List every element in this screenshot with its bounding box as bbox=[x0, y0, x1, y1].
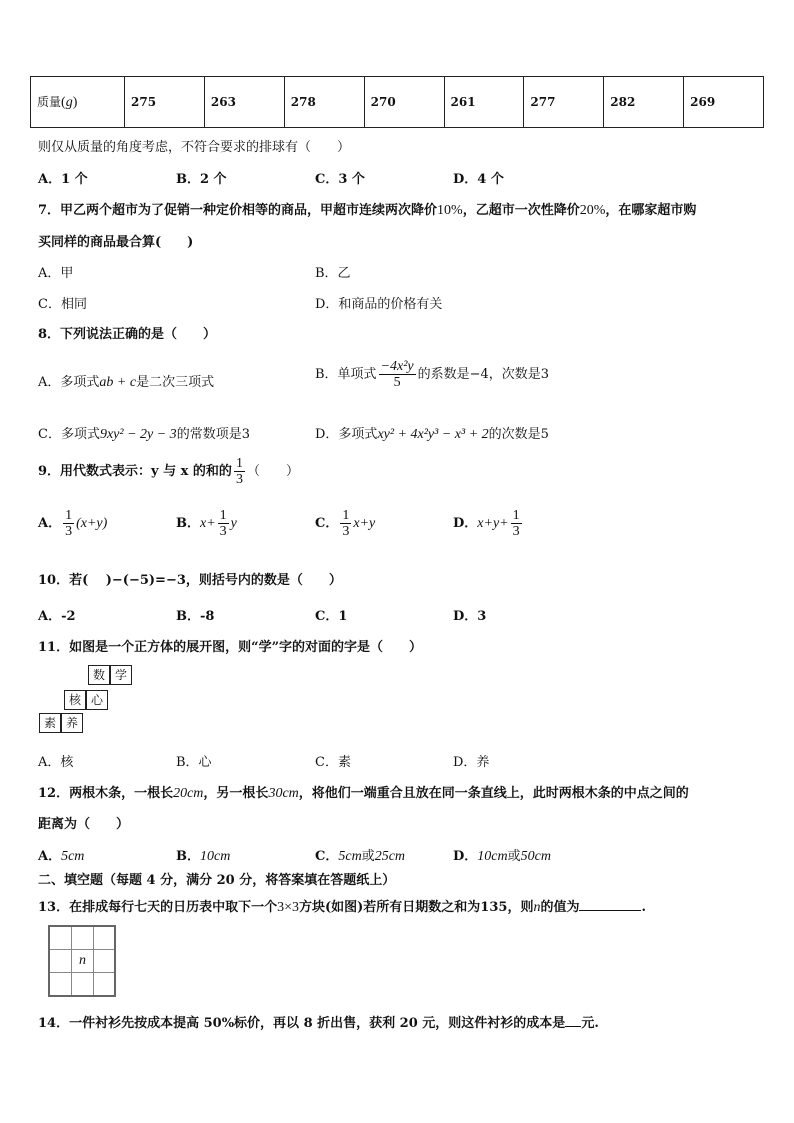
q8-d-text: 的次数是5 bbox=[488, 427, 549, 442]
q11-option-c: C．素 bbox=[315, 755, 351, 770]
q12-c-label: C． bbox=[315, 849, 339, 864]
q11-option-d: D．养 bbox=[453, 755, 490, 770]
q7-text: ，在哪家超市购 bbox=[605, 203, 697, 218]
q7-pct2: 20% bbox=[579, 203, 606, 218]
section-heading: 二、填空题（每题 4 分，满分 20 分，将答案填在答题纸上） bbox=[38, 873, 396, 888]
q9-a-num: 1 bbox=[65, 508, 73, 523]
q6-option-b: B．2 个 bbox=[176, 172, 227, 187]
q9-c-num: 1 bbox=[342, 508, 350, 523]
table-cell: 270 bbox=[364, 77, 444, 128]
q11-stem: 11．如图是一个正方体的展开图，则“学”字的对面的字是（ ） bbox=[38, 640, 423, 655]
q13-text: 方块(如图)若所有日期数之和为135，则 bbox=[299, 900, 534, 915]
net-cell: 学 bbox=[110, 665, 132, 685]
net-cell: 心 bbox=[86, 690, 108, 710]
q9-d-label: D． bbox=[453, 516, 478, 531]
q6-option-a: A．1 个 bbox=[38, 172, 88, 187]
q12-len1: 20cm bbox=[173, 786, 204, 801]
q7-option-b: B．乙 bbox=[315, 266, 351, 281]
q8-b-text: 的系数是−4，次数是3 bbox=[417, 367, 550, 382]
q9-b-expr: x+ bbox=[200, 516, 216, 531]
q12-d-or: 或 bbox=[507, 849, 521, 864]
net-cell: 核 bbox=[64, 690, 86, 710]
q9-text: 9．用代数式表示：y 与 x 的和的 bbox=[38, 464, 232, 479]
table-header-cell: 质量(g) bbox=[31, 77, 125, 128]
table-header-label: 质量 bbox=[37, 95, 62, 109]
q8-a-expr: ab + c bbox=[99, 375, 137, 390]
q10-option-c: C．1 bbox=[315, 609, 348, 624]
q12-option-a bbox=[38, 845, 84, 865]
q12-c-value1: 5cm bbox=[338, 849, 362, 864]
q12-len2: 30cm bbox=[268, 786, 299, 801]
q12-option-d bbox=[453, 845, 551, 865]
q9-c-label: C． bbox=[315, 516, 339, 531]
q8-option-b bbox=[315, 359, 549, 390]
q12-text: 12．两根木条，一根长 bbox=[38, 786, 174, 801]
q9-a-label: A． bbox=[38, 516, 62, 531]
q12-a-label: A． bbox=[38, 849, 62, 864]
q8-stem: 8．下列说法正确的是（ ） bbox=[38, 327, 217, 342]
q9-option-d bbox=[453, 508, 524, 539]
q9-stem bbox=[38, 456, 299, 487]
table-cell: 275 bbox=[125, 77, 205, 128]
q8-c-label: C．多项式 bbox=[38, 427, 100, 442]
q8-b-denominator: 5 bbox=[393, 375, 401, 390]
q9-b-var: y bbox=[230, 516, 237, 531]
table-row bbox=[31, 77, 764, 128]
q8-option-d bbox=[315, 423, 549, 443]
q12-b-value: 10cm bbox=[200, 849, 231, 864]
q12-text: ，另一根长 bbox=[203, 786, 269, 801]
calendar-grid bbox=[48, 925, 116, 997]
q9-b-label: B． bbox=[176, 516, 200, 531]
q9-option-a bbox=[38, 508, 107, 539]
q10-option-b: B．-8 bbox=[176, 609, 215, 624]
answer-blank[interactable] bbox=[579, 910, 641, 911]
q13-stem bbox=[38, 896, 646, 916]
table-unit: g bbox=[65, 95, 73, 110]
q9-d-expr: x+y+ bbox=[477, 516, 509, 531]
q6-option-c: C．3 个 bbox=[315, 172, 365, 187]
q8-d-expr: xy² + 4x²y³ − x³ + 2 bbox=[377, 427, 489, 442]
q6-stem: 则仅从质量的角度考虑，不符合要求的排球有（ ） bbox=[38, 140, 351, 155]
q9-paren: （ ） bbox=[246, 464, 299, 479]
q9-frac-num: 1 bbox=[235, 456, 243, 471]
q8-c-expr: 9xy² − 2y − 3 bbox=[99, 427, 177, 442]
q9-option-b bbox=[176, 508, 237, 539]
q9-frac-den: 3 bbox=[235, 472, 243, 487]
q8-b-label: B．单项式 bbox=[315, 367, 377, 382]
q13-text: 的值为 bbox=[540, 900, 580, 915]
q13-grid-size: 3×3 bbox=[277, 900, 299, 915]
q13-tail: . bbox=[641, 900, 646, 915]
q12-line1 bbox=[38, 782, 689, 802]
q7-text: 7．甲乙两个超市为了促销一种定价相等的商品，甲超市连续两次降价 bbox=[38, 203, 438, 218]
q12-text: ，将他们一端重合且放在同一条直线上，此时两根木条的中点之间的 bbox=[298, 786, 689, 801]
q12-d-label: D． bbox=[453, 849, 478, 864]
q9-b-den: 3 bbox=[219, 524, 227, 539]
table-cell: 278 bbox=[284, 77, 364, 128]
q9-option-c bbox=[315, 508, 375, 539]
q8-a-text: 是二次三项式 bbox=[136, 375, 215, 390]
q12-d-value1: 10cm bbox=[477, 849, 508, 864]
q12-option-b bbox=[176, 845, 230, 865]
q14-text: 14．一件衬衫先按成本提高 50%标价，再以 8 折出售，获利 20 元，则这件衬衫的成本是 bbox=[38, 1016, 566, 1031]
q10-option-a: A．-2 bbox=[38, 609, 76, 624]
net-cell: 养 bbox=[61, 713, 83, 733]
q9-c-expr: x+y bbox=[353, 516, 376, 531]
q8-option-a bbox=[38, 371, 214, 391]
calendar-center-n: n bbox=[79, 953, 86, 968]
q12-option-c bbox=[315, 845, 405, 865]
q8-a-label: A．多项式 bbox=[38, 375, 100, 390]
q12-d-value2: 50cm bbox=[520, 849, 551, 864]
q10-stem: 10．若( )−(−5)=−3，则括号内的数是（ ） bbox=[38, 573, 342, 588]
q8-d-label: D．多项式 bbox=[315, 427, 378, 442]
q7-line1 bbox=[38, 199, 696, 219]
q14-stem bbox=[38, 1012, 599, 1031]
q7-text: ，乙超市一次性降价 bbox=[462, 203, 580, 218]
q13-var: n bbox=[533, 900, 541, 915]
q12-c-value2: 25cm bbox=[374, 849, 406, 864]
q14-text: 元. bbox=[581, 1016, 599, 1031]
q9-a-expr: (x+y) bbox=[76, 516, 108, 531]
table-cell: 261 bbox=[444, 77, 524, 128]
q8-b-numerator: −4x²y bbox=[380, 359, 414, 374]
q11-option-b: B．心 bbox=[176, 755, 212, 770]
table-cell: 269 bbox=[684, 77, 764, 128]
q9-d-num: 1 bbox=[512, 508, 520, 523]
net-cell: 素 bbox=[39, 713, 61, 733]
q6-option-d: D．4 个 bbox=[453, 172, 504, 187]
q7-option-a: A．甲 bbox=[38, 266, 74, 281]
q12-b-label: B． bbox=[176, 849, 200, 864]
table-cell: 282 bbox=[604, 77, 684, 128]
q9-d-den: 3 bbox=[512, 524, 520, 539]
q8-option-c bbox=[38, 423, 250, 443]
q8-c-text: 的常数项是3 bbox=[176, 427, 250, 442]
mass-table bbox=[30, 76, 764, 128]
q10-option-d: D．3 bbox=[453, 609, 487, 624]
table-cell: 277 bbox=[524, 77, 604, 128]
table-cell: 263 bbox=[204, 77, 284, 128]
q9-a-den: 3 bbox=[65, 524, 73, 539]
net-cell: 数 bbox=[88, 665, 110, 685]
q12-c-or: 或 bbox=[361, 849, 375, 864]
q13-text: 13．在排成每行七天的日历表中取下一个 bbox=[38, 900, 278, 915]
answer-blank[interactable] bbox=[565, 1026, 581, 1027]
q7-option-c: C．相同 bbox=[38, 297, 87, 312]
q9-c-den: 3 bbox=[342, 524, 350, 539]
q7-option-d: D．和商品的价格有关 bbox=[315, 297, 443, 312]
q9-b-num: 1 bbox=[219, 508, 227, 523]
q12-a-value: 5cm bbox=[61, 849, 85, 864]
q7-pct1: 10% bbox=[437, 203, 463, 218]
q12-line2: 距离为（ ） bbox=[38, 817, 130, 832]
q7-line2: 买同样的商品最合算( ) bbox=[38, 235, 194, 250]
q11-option-a: A．核 bbox=[38, 755, 74, 770]
